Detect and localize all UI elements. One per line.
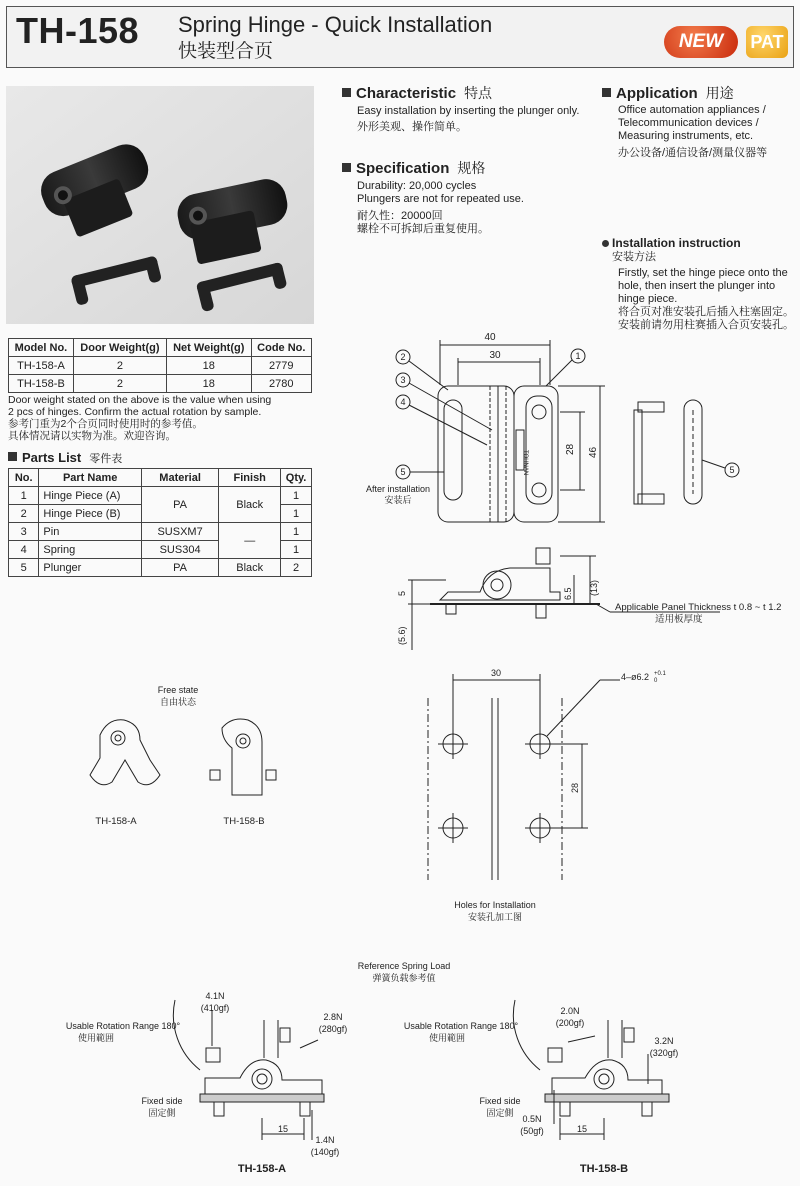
- note-line: Door weight stated on the above is the value when using: [8, 394, 272, 406]
- th-material: Material: [141, 469, 218, 487]
- parts-heading: Parts List 零件表: [8, 450, 122, 466]
- specification-heading: Specification 规格: [342, 158, 485, 178]
- cell: 1: [9, 487, 39, 505]
- spring-a-fixed-en: Fixed side: [141, 1096, 183, 1106]
- callout-label: 4: [400, 397, 406, 407]
- spring-b-load-top: 2.0N: [560, 1006, 580, 1016]
- spring-b-load-top-gf: (200gf): [555, 1018, 585, 1028]
- cell: 2780: [251, 375, 311, 393]
- callout-label: 5: [729, 465, 735, 475]
- panel-thickness-en: Applicable Panel Thickness t 0.8 ~ t 1.2: [615, 602, 782, 613]
- after-install-en: After installation: [365, 484, 431, 494]
- hole-tol-lower: 0: [654, 678, 658, 684]
- install-line: Firstly, set the hinge piece onto the: [618, 267, 788, 279]
- spring-a-load-right: 2.8N: [323, 1012, 343, 1022]
- spring-a-drawing: [173, 1000, 324, 1140]
- install-line: hinge piece.: [618, 293, 678, 305]
- callout-label: 2: [400, 352, 406, 362]
- spring-a-range-cn: 使用範囲: [77, 1033, 115, 1043]
- free-state-b-label: TH-158-B: [223, 816, 265, 827]
- spring-a-load-bottom: 1.4N: [315, 1135, 335, 1145]
- spec-line: Plungers are not for repeated use.: [357, 193, 524, 205]
- characteristic-text-en: Easy installation by inserting the plunger only.: [357, 105, 580, 117]
- note-line: 参考门重为2个合页同时使用时的参考值。: [8, 418, 203, 430]
- title-english: Spring Hinge - Quick Installation: [178, 12, 493, 37]
- spring-b-load-right-gf: (320gf): [649, 1048, 679, 1058]
- callout-label: 3: [400, 375, 406, 385]
- brand-mark: TOHNAN: [522, 450, 528, 476]
- cell: SUSXM7: [141, 523, 218, 541]
- dim-label: (5.6): [397, 626, 407, 645]
- dim-label: 15: [576, 1124, 588, 1134]
- spec-line: 耐久性：20000回: [357, 210, 443, 222]
- callout-label: 1: [575, 351, 581, 361]
- cell: Plunger: [39, 559, 141, 577]
- cell: TH-158-B: [9, 375, 74, 393]
- th-net-weight: Net Weight(g): [166, 339, 251, 357]
- spring-b-load-bottom: 0.5N: [522, 1114, 542, 1124]
- free-state-a-label: TH-158-A: [95, 816, 137, 827]
- model-number: TH-158: [16, 10, 140, 51]
- app-line: Measuring instruments, etc.: [618, 130, 754, 142]
- cell: 2: [281, 559, 312, 577]
- th-qty: Qty.: [281, 469, 312, 487]
- install-line: hole, then insert the plunger into: [618, 280, 776, 292]
- install-line: 将合页对准安装孔后插入柱塞固定。: [618, 306, 794, 318]
- cell: 2: [73, 357, 166, 375]
- spring-a-fixed-cn: 固定側: [148, 1108, 176, 1118]
- cell: Hinge Piece (B): [39, 505, 141, 523]
- after-install-cn: 安装后: [384, 495, 412, 505]
- cell: Pin: [39, 523, 141, 541]
- spring-a-load-top-gf: (410gf): [200, 1003, 230, 1013]
- dim-label: 46: [588, 446, 599, 458]
- app-line: 办公设备/通信设备/测量仪器等: [618, 147, 768, 159]
- cell: 1: [281, 487, 312, 505]
- app-line: Telecommunication devices /: [618, 117, 759, 129]
- title-chinese: 快装型合页: [178, 41, 274, 62]
- spring-b-label: TH-158-B: [579, 1163, 629, 1175]
- th-finish: Finish: [219, 469, 281, 487]
- top-view-drawing: [396, 340, 739, 522]
- cell: TH-158-A: [9, 357, 74, 375]
- hole-tol-upper: +0.1: [654, 671, 666, 677]
- cell: Black: [219, 559, 281, 577]
- cell: Spring: [39, 541, 141, 559]
- dim-label: 5: [397, 590, 407, 596]
- spring-b-range-en: Usable Rotation Range 180°: [403, 1021, 519, 1031]
- installation-heading: Installation instruction: [602, 236, 741, 250]
- spec-line: Durability: 20,000 cycles: [357, 180, 477, 192]
- hole-spec: 4–ø6.2: [621, 672, 650, 682]
- characteristic-heading: Characteristic 特点: [342, 83, 492, 103]
- free-state-en: Free state: [157, 685, 199, 695]
- spring-a-label: TH-158-A: [237, 1163, 287, 1175]
- cell: 1: [281, 523, 312, 541]
- spec-line: 螺栓不可拆卸后重复使用。: [357, 223, 489, 235]
- cell: 18: [166, 357, 251, 375]
- dim-label: 28: [570, 782, 580, 793]
- spring-b-fixed-cn: 固定側: [486, 1108, 514, 1118]
- note-line: 2 pcs of hinges. Confirm the actual rotation by sample.: [8, 406, 262, 418]
- application-heading: Application 用途: [602, 83, 734, 103]
- th-part-name: Part Name: [39, 469, 141, 487]
- th-model: Model No.: [9, 339, 74, 357]
- cell: 3: [9, 523, 39, 541]
- install-line: 安装前请勿用柱赛插入合页安装孔。: [618, 319, 794, 331]
- th-door-weight: Door Weight(g): [73, 339, 166, 357]
- app-line: Office automation appliances /: [618, 104, 766, 116]
- holes-drawing: [428, 674, 620, 880]
- cell: SUS304: [141, 541, 218, 559]
- cell: Hinge Piece (A): [39, 487, 141, 505]
- dim-label: 15: [277, 1124, 289, 1134]
- holes-caption-en: Holes for Installation: [454, 900, 536, 910]
- spring-a-load-bottom-gf: (140gf): [310, 1147, 340, 1157]
- spring-a-range-en: Usable Rotation Range 180°: [65, 1021, 181, 1031]
- dim-label: 30: [489, 350, 501, 361]
- cell: —: [219, 523, 281, 559]
- cell: PA: [141, 487, 218, 523]
- callout-label: 5: [400, 467, 406, 477]
- installation-heading-cn: 安装方法: [612, 251, 656, 263]
- th-no: No.: [9, 469, 39, 487]
- spring-b-load-bottom-gf: (50gf): [520, 1126, 544, 1136]
- dim-label: (13): [589, 579, 599, 596]
- holes-caption-cn: 安装孔加工图: [467, 912, 523, 922]
- cell: PA: [141, 559, 218, 577]
- spring-a-load-top: 4.1N: [205, 991, 225, 1001]
- dim-label: 40: [484, 332, 496, 343]
- spring-a-load-right-gf: (280gf): [318, 1024, 348, 1034]
- patent-badge: PAT: [746, 26, 788, 58]
- cell: 4: [9, 541, 39, 559]
- spring-title-en: Reference Spring Load: [357, 961, 451, 971]
- cell: 5: [9, 559, 39, 577]
- th-code: Code No.: [251, 339, 311, 357]
- spring-b-range-cn: 使用範囲: [428, 1033, 466, 1043]
- spring-b-fixed-en: Fixed side: [479, 1096, 521, 1106]
- new-badge: NEW: [664, 26, 738, 58]
- note-line: 具体情况请以实物为准。欢迎咨询。: [8, 430, 176, 442]
- cell: 2: [73, 375, 166, 393]
- characteristic-text-cn: 外形美观、操作简单。: [357, 121, 467, 133]
- spring-title-cn: 弹簧负载参考值: [372, 973, 436, 983]
- spring-b-load-right: 3.2N: [654, 1036, 674, 1046]
- cell: Black: [219, 487, 281, 523]
- free-state-cn: 自由状态: [159, 697, 197, 707]
- free-state-drawing: [90, 719, 276, 795]
- cell: 1: [281, 505, 312, 523]
- dim-label: 30: [490, 668, 502, 678]
- dim-label: 28: [565, 443, 576, 455]
- cell: 2779: [251, 357, 311, 375]
- cell: 1: [281, 541, 312, 559]
- panel-thickness-cn: 适用板厚度: [655, 614, 703, 625]
- cell: 18: [166, 375, 251, 393]
- dim-label: 6.5: [563, 587, 573, 600]
- cell: 2: [9, 505, 39, 523]
